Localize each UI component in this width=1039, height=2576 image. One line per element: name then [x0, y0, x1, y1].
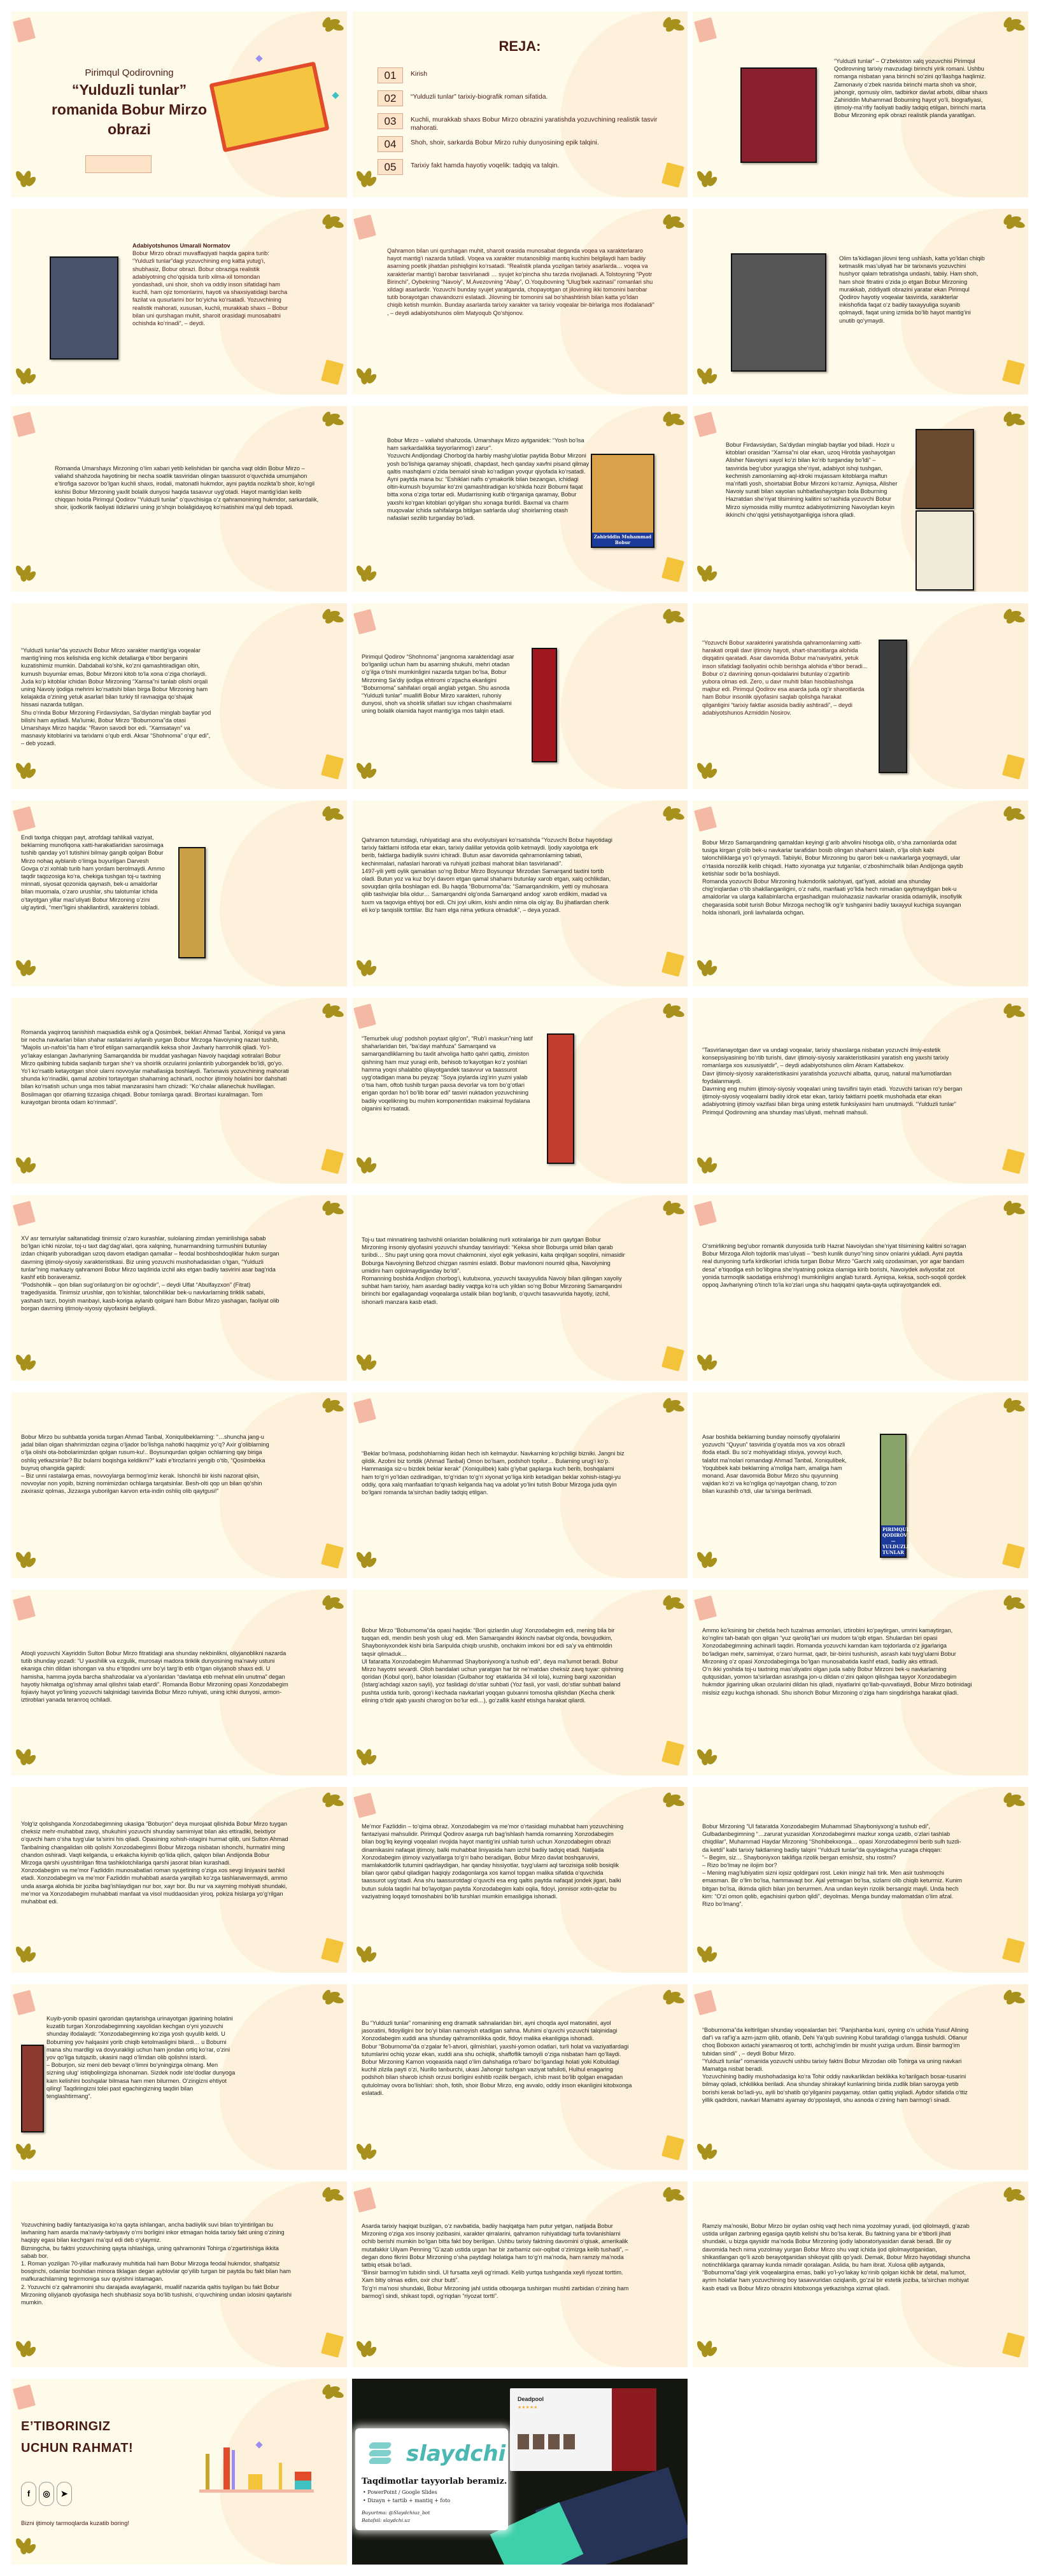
paragraph: 1. Roman yozilgan 70-yillar mafkuraviy muhitida hali ham Bobur Mirzoga feodal hukmdor, shafqatsiz bosqinchi, odamlar boshidan minora tiklagan degan ayblovlar qo‘yilib turgan bir paytda bu fakt bilan ham mafkurachilarning tegirmoniga suv quyishni istamagan.	[21, 2260, 291, 2283]
plan-item-number: 05	[378, 159, 403, 175]
paragraph: Pirimqul Qodirov “Shohnoma” jangnoma xarakteridagi asar bo‘lganligi uchun ham bu asarning shukuhi, mehri otadan o‘g‘ilga o‘tishi mumkinligini nazarda tutgan bo‘lsa, Bobur Mirzoning Sa’diy ijodiga ehtiromi o‘zgacha ekanligini “Boburnoma” sahifalari orqali anglab yetgan. Shu asnoda “Yulduzli tunlar” muallifi Bobur Mirzo xarakteri, ruhoniy dunyosi, shoh va shoirlik sifatlari suv ichgan chashmalarni uning bolalik olamida hayot mantig‘iga mos talqin etadi.	[362, 654, 514, 715]
paragraph: – Rizo bo‘lmay ne ilojim bor?	[702, 1862, 777, 1869]
slide-12	[693, 603, 1028, 789]
paragraph: Yozuvchining badiiy mushohadasiga ko‘ra Tohir oddiy navkarlikdan beklikka ko‘tarilgach bosar-tusarini bilmay qoladi, ichkilikka beriladi. Ana shunday shirakayf kunlarining birida zudlik bilan saroyga yetib borishi kerak bo‘ladi-yu, ayili bo‘shatib qo‘yilganini payqamay, otdan qattiq yiqiladi. Aybdor sifatida o‘ttiz yillik qadrdoni, navkari Mamatni ayamay do‘pposlaydi, shu asnoda o‘zining ham barmog‘i sinadi.	[702, 2073, 968, 2103]
mockup-hero-image	[612, 2388, 656, 2471]
plan-item-number: 02	[378, 90, 403, 106]
bobur-film-still	[21, 2045, 44, 2132]
paragraph: Romanda yozuvchi Bobur Mirzoning hukmdorlik salohiyati, qat’iyati, adolati ana shunday chig‘iriqlardan o‘tib shakllanganligini, o‘z nafsi, manfaati yo‘lida hech nimadan qaytmaydigan bek-u amaldorlar va ularga kallabinlarcha ergashadigan mulohazasiz navkarlar orasida odamiylik, insofiylik chegarasida sobit turish Bobur Mirzoga nechog‘lik og‘ir tushganini badiiy taxayyul kuchiga suyangan holda ishonarli, jonli lavhalarda ochgan.	[702, 878, 963, 916]
slaydchi-logo-icon	[369, 2442, 391, 2465]
slide-1	[11, 11, 347, 197]
paragraph: Shu o‘rinda Bobur Mirzoning Firdavsiydan, Sa’diydan minglab baytlar yod bilishi ham aytiladi. Ma’lumki, Bobur Mirzo “Boburnoma”da otasi Umarshayx Mirzo haqida: “Ravon savodi bor edi. “Xamsatayn” va masnaviy kitoblarini va tarixlarni o‘qub erdi. Aksar “Shohnoma” o‘qur edi”, – deb yozadi.	[21, 709, 211, 747]
slide-body-text	[362, 2019, 632, 2097]
slide-31	[11, 1984, 347, 2170]
book-decoration-icon	[353, 1004, 376, 1029]
paragraph: “Yozuvchi Bobur xarakterini yaratishda qahramonlarning xatti-harakati orqali davr ijtimoiy hayoti, shart-sharoitlarga alohida diqqatini qaratadi. Asar davomida Bobur ma’naviyatini, yetuk inson sifatidagi faoliyatini ochib berishga alohida e’tibor beradi... Bobur o‘z davrining qonun-qoidalarini butunlay o‘zgartirib yubora olmas edi. Zero, u davr muhiti bilan hisoblashishga majbur edi. Pirimqul Qodirov esa asarda juda og‘ir sharoitlarda ham Bobur insonlik qiyofasini saqlab qolishga harakat qilganligini “tarixiy faktlar asosida badiiy ashtiradi”, – deydi adabiyotshunos Azmiddin Nosirov.	[702, 640, 868, 716]
bookshelf-illustration	[199, 2489, 314, 2493]
slide-32	[352, 1984, 688, 2170]
plan-item-number: 03	[378, 113, 403, 129]
paragraph: – Boburjon, siz meni deb bevaqt o‘limni bo‘yningizga olmang. Men sizning ulug‘ istiqbolingizga ishonaman. Sizdek nodir iste’dodlar dunyoga kam kelishini boshqalar bilmasa ham men bilurmen. O‘zingizni ehtiyot qiling! Taqdiringizni tolei past egachingizning taqdiri bilan tenglashtirmang”.	[46, 2062, 236, 2100]
background-shape	[220, 801, 347, 986]
brand-name: slaydchi	[406, 2441, 506, 2467]
book-decoration-icon	[13, 806, 36, 832]
paragraph: “– Begim, siz… Shayboniyxon taklifiga rizolik bergan emishsiz, shu rostmi?	[702, 1854, 896, 1861]
paragraph: Bobur Mirzo bu suhbatda yonida turgan Ahmad Tanbal, Xoniqulibeklarning: “…shuncha jang-u jadal bilan olgan shahrimizdan ozgina o‘ljador bo‘lishga nahotki haqqimiz yo‘q? Axir g‘oliblarning o‘lja olishi ota-bobolarimizdan qolgan rusum-ku!.. Boysunqurdan qolgan ochlarning qay biriga oshliq yetkazsinlar? Biz bularni boqishga keldikmi?” kabi e’tirozlarini yengib o‘tib, “Qosimbekka buyruq ohangida gapirdi:	[21, 1434, 269, 1471]
slide-15	[693, 801, 1028, 986]
slide-21	[693, 1195, 1028, 1381]
bobur-reading-miniature	[547, 1033, 574, 1164]
paragraph: Asarda tarixiy haqiqat buzilgan, o‘z navbatida, badiiy haqiqatga ham putur yetgan, natijada Bobur Mirzoning o‘ziga xos insoniy jozibasini, xarakter qirralarini, qahramon ruhiyatidagi turfa tovlanishlarni ochib berishi mumkin bo‘lgan bitta fakt boy berilgan. Ushbu tarixiy faktning davomini o‘qisak, amerikalik mutafakkir Uilyam Penning “G‘azab ustida urgan har bir zarbamiz oxir-oqibat o‘zimizga kelib tushadi”, – degan dono fikrini Bobur Mirzoning o‘sha paytdagi holatiga ham to‘g‘ri ma’noda, ham ramziy ma’noda tatbiq etsak bo‘ladi.	[362, 2223, 628, 2269]
shelf-book-icon	[295, 2481, 311, 2489]
slide-body-text	[55, 465, 322, 511]
paragraph: Bobur Firdavsiydan, Sa’diydan minglab baytlar yod biladi. Hozir u kitoblari orasidan “Xamsa”ni olar ekan, uzoq Hirotda yashayotgan Alisher Navoiyni xayol ko‘zi bilan ko‘rib turganday bo‘ldi” – tasvirida beg‘ubor yuragiga she’riyat, adabiyot ishqi tushgan, kechmish zamonlarning aql-idroki mujassam kitoblarga maftun ma’rifatli yosh, shoirtabiat Bobur Mirzoni ko‘ramiz. Ayniqsa, Alisher Navoiy surati bilan xayolan suhbatlashayotgan bola Boburning Hazratdan she’riyat tilsimining kalitini so‘rashida yozuvchi Bobur Mirzo siymosida milliy mumtoz adabiyotimizning Navoiydan keyin ikkinchi cho‘qqisi yetishayotganligiga ishora qiladi.	[726, 442, 898, 518]
slide-body-text	[702, 2026, 973, 2104]
title-placeholder-box	[85, 155, 152, 173]
paragraph: Yozuvchining badiiy fantaziyasiga ko‘ra qayta ishlangan, ancha badiiylik suvi bilan to‘yintirilgan bu lavhaning ham asarda ma’naviy-tarbiyaviy o‘rni borligini inkor etmagan holda tarixiy fakt uning o‘zining haqiqiy egasi bilan kechgani ma’qul edi deb o‘ylaymiz.	[21, 2222, 285, 2244]
paragraph: “Boburnoma”da keltirilgan shunday voqealardan biri: “Panjshanba kuni, oyning o‘n uchida Yusuf Alining daf’i va raf’ig‘a azm-jazm qilib, otlanib, Dehi Ya’qub suvining Kobul tarafidagi o‘langga tushuldi. Otlanur choq Boboxon axtachi yaramasroq ot tortti, achchig‘imdin bir musht yuziga urdum. Binsir barmog‘im tubidan sindi” , – deydi Bobur Mirzo.	[702, 2027, 969, 2057]
slide-20	[352, 1195, 688, 1381]
paragraph: Kuyib-yonib opasini qaroridan qaytarishga urinayotgan jigarining holatini kuzatib turgan Xonzodabegimning xayolidan kechgan o‘yni yozuvchi shunday ifodalaydi: “Xonzodabegimning ko‘ziga yosh quyulib keldi. U Boburning yov halqasini yorib chiqib ketolmasligini bilardi… u Boburni mana shu mardligi va dovyurakligi uchun ham jondan ortiq ko‘rar, o‘zini yov qo‘liga tutqazib, ukasini naqd o‘limdan olib qolishni istardi.	[46, 2015, 233, 2061]
paragraph: “Binsir barmog‘im tubidin sindi. Ul fursatta xeyli og‘rimadi. Kelib yurtqa tushganda xeyli riyozat torttim. Xam bitiy olmas edim, oxir chur butti”.	[362, 2269, 623, 2284]
slide-28	[11, 1787, 347, 1973]
thanks-title	[21, 2416, 133, 2459]
slide-25	[11, 1590, 347, 1775]
slide-body-text	[21, 1433, 269, 1495]
thanks-line-1: E’TIBORINGIZ	[21, 2419, 111, 2433]
slide-22	[11, 1392, 347, 1578]
plan-item-text: Kirish	[411, 71, 427, 78]
paragraph: Bobur Mirzo obrazi muvaffaqiyati haqida gapira turib: “Yulduzli tunlar”dagi yozuvchining eng katta yutug‘i, shubhasiz, Bobur obrazi. Bobur obraziga realistik adabiyotning cho‘qqisida turib xilma-xil tomondan yondashadi, uni shoir, shoh va oddiy inson sifatidagi ham kuchli, ham ojiz tomonlarini, hayoti va shaxsiyatidagi barcha fazilat va qusurlarini bor bo‘yicha ko‘rsatadi. Yozuvchining realistik mahorati, xususan, kuchli, murakkab shaxs – Bobur bilan uni qurshagan muhit, sharoit orasidagi munosabatni ochishda ko‘rinadi”, – deydi.	[132, 250, 288, 327]
plan-item	[378, 67, 670, 84]
yulduzli-tunlar-book-cover	[880, 1434, 910, 1558]
plan-item-text: Kuchli, murakkab shaxs Bobur Mirzo obrazini yaratishda yozuvchining realistik tasvir mahorati.	[411, 116, 658, 132]
slide-title: “Yulduzli tunlar” romanida Bobur Mirzo obrazi	[51, 81, 208, 137]
paragraph: Ammo ko‘ksining bir chetida hech tuzalmas armonlari, iztirobini ko‘paytirgan, umrini kamaytirgan, ko‘nglini tah-batah qon qilgan “yuz qaroliq”lari uni mudom ta’qib etgan. Shulardan biri opasi Xonzodabegimning achinarli taqdiri. Romanda yozuvchi kamdan kam tojdorlarda o‘z jigarlariga bo‘ladigan mehr, samimiyat, o‘zaro hurmat, qadr, bir-birini tushunish, asrash kabi tuyg‘ularni Bobur Mirzoning o‘z opasi Xonzodabegimga bo‘lgan munosabatida kashf etadi, badiiy aks ettiradi.	[702, 1627, 956, 1665]
slide-body-text	[387, 437, 591, 522]
slide-14	[352, 801, 688, 986]
mockup-avatar	[563, 2434, 575, 2449]
paragraph: Qahramon bilan uni qurshagan muhit, sharoit orasida munosabat deganda voqea va xarakterlararo hayot mantig‘i nazarda tutiladi. Voqea va xarakter mutanosibligi mantiq kuchini belgilaydi ham badiiy asarning poetik jihatdan pishiqligini ko‘rsatadi. “Realistik planda yozilgan tarixiy asarlarda… voqea va xarakterlar mantig‘i barobar tasvirlanadi … syujet ko‘pincha shu tarzda rivojlanadi. A.Tolstoyning “Pyotr Birinchi”, Oybekning “Navoiy”, M.Avezovning “Abay”, O.Yoqubovning “Ulug‘bek xazinasi” romanlari shu xildagi asarlardir. Yozuvchi bunday syujet yaratganda, chopayotgan ot jilovining ikki tomonini barobar tutib borayotgan chavandozni eslatadi. Jilovning bir tomonini sal bo‘shashtirish bilan katta yo‘ldan chiqib ketish mumkin. Bunday asarlarda tarixiy xarakter va tarixiy voqealar bir-birlariga mos ifodalanadi” , – deydi adabiyotshunos olim Matyoqub Qo‘shjonov.	[387, 248, 654, 316]
paragraph: “Beklar bo‘lmasa, podshohlarning ikidan hech ish kelmaydur. Navkarning ko‘pchiligi bizniki. Jangni biz qildik. Azobni biz tortdik (Ahmad Tanbal) Omon bo‘lsam, podshoh topilur… Bularning urug‘i ko‘p. Hammasiga siz-u bizdek beklar kerak” (Xoniqulibek) kabi g‘iybat gaplarga kuch berib, boshqalarni ham to‘g‘ri yo‘ldan ozdiradigan, to‘g‘ridan to‘g‘ri xiyonat yo‘liga kirib ketadigan beklar xohish-istagi-yu oddiy, qora xalq manfaatlari to‘qnash kelganda haq va adolat yo‘lini tutish Bobur Mirzoga juda qiyin bo‘lgani romanda ta’sirchan badiiy tadqiq etilgan.	[362, 1450, 625, 1496]
paragraph: Yo‘l ko‘rsatib ketayotgan shoir ularni novvoylar mahallasiga boshlaydi. Tarixnavis yozuvchining mahorati shunda ko‘rinadiki, qamal azobini tortayotgan shaharning achinarli, nochor ijtimoiy holatini bor dahshati bilan ko‘rsatish uchun unga mos tabiat manzarasini ham chizadi: “Ko‘chalar allanechuk huvillagan. Bosilmagan qor otlarning tizzasiga chiqadi. Bobur tomlarga qaradi. Birortasi kuralmagan. Tom kurayotgan bironta odam ko‘rinmadi”.	[21, 1068, 289, 1105]
book-decoration-icon	[13, 412, 36, 437]
mockup-avatar	[548, 2434, 560, 2449]
plan-item	[378, 90, 670, 107]
paragraph: Yozuvchi Andijondagi Chorbog‘da harbiy mashg‘ulotlar paytida Bobur Mirzoni yosh bo‘lishiga qaramay shijoatli, chapdast, hech qanday xavfni pisand qilmay qaltis mashqlarni o‘zida bemalol sinab ko‘radigan yovqur qiyofada ko‘rsatadi. Ayni paytda mana bu: “Eshiklari nafis o‘ymakorlik bilan bezangan, ichidagi oltin-kumush buyumlar ko‘zni qamashtiradigan ko‘shkda hozir Boburni faqat bitta xona o‘ziga tortar edi. Mudarrisning kutib o‘tirganiga qaramay, Bobur yaxshi ko‘rgan kitoblari qo‘yilgan shu xonaga burildi. Baxmal va charm muqovalar ichida sahifalarga bitilgan satrlarda ulug‘ shoirlarning otash nafaslari sezilib turganday bo‘ladi.	[387, 452, 590, 522]
background-shape	[220, 2379, 347, 2565]
slide-body-text	[702, 1242, 973, 1289]
paragraph: Qahramon tutumdagi, ruhiyatidagi ana shu evolyutsiyani ko‘rsatishda “Yozuvchi Bobur hayotidagi tarixiy faktlarni istifoda etar ekan, tarixiy dalillar yetovida qolib ketmaydi. Ijodiy xayolotga erk berib, faktlarga badiiylik suvini ichiradi. Butun asar davomida qahramonlarning tabiati, kechinmalari, nafaslari harorati va ruhiyati jozibasi mahorat bilan tasvirlanadi”.	[362, 837, 612, 867]
paragraph: Davrning eng muhim ijtimoiy-siyosiy voqealari uning tavsifini tayin etadi. Yozuvchi tarixan ro‘y bergan ijtimoiy-siyosiy voqealarni badiiy idrok etar ekan, tarixiy faktlarni poetik mushohada etar ekan adabiyotning ijtimoiy vazifasi bilan birga uning estetik funksiyasini ham unutmaydi. “Yulduzli tunlar” Pirimqul Qodirovning ana shunday mas’uliyati, mehnati mahsuli.	[702, 1086, 963, 1116]
slide-3	[693, 11, 1028, 197]
book-decoration-icon	[694, 1201, 717, 1226]
slide-body-text	[362, 2222, 632, 2300]
subtitle: Pirimqul Qodirovning	[85, 67, 174, 78]
shelf-book-icon	[232, 2450, 235, 2489]
slide-33	[693, 1984, 1028, 2170]
bobur-portrait	[591, 454, 654, 548]
book-decoration-icon	[353, 214, 376, 240]
instagram-icon[interactable]: ◎	[39, 2482, 54, 2506]
slide-19	[11, 1195, 347, 1381]
plan-item-number: 04	[378, 136, 403, 152]
paragraph: “Temurbek ulug‘ podshoh poytaxt qilg‘on”, “Rub’i maskun”ning latif shaharlaridan biri, “ba’dayi mahfuza” Samarqand va samarqandliklarning bu taxlit ahvoliga hatto qahri qattiq, zimiston qishning ham muz yuragi erib, behisob to‘kayotgan ko‘z yoshlari hamma yoqni shalabbo qilayotgandek tasavvur va taassurot uyg‘otadigan mana bu peyzaj: “Soya joylarda izg‘irin yuzni yalab o‘tsa ham, oftob tushib turgan paxsa devorlar va tom bo‘g‘otlari erigan qordan ho‘l bo‘lib borar edi” tasviri nuktadon yozuvchining badiiy voqelikning bu muhim komponentidan maksimal foydalana olganini ko‘rsatadi.	[362, 1035, 533, 1112]
paragraph: 1497-yili yetti oylik qamaldan so‘ng Bobur Mirzo Boysunqur Mirzodan Samarqand taxtini tortib oladi. Butun yoz va kuz bo‘yi davom etgan qamal shaharni butunlay xarob etgan, xalq ochlikdan, sovuqdan qirila boshlagan edi. Bu haqda “Boburnoma”da: “Samarqandnikim, yetti oy muhosara qilib tashviqlar bila oldur… Samarqandni olg‘onda Samarqand andog‘ xarob erdikim, madad va tuxm va taqoviga ehtiyoj bor edi. Chi joyi ulkim, kishi andin nima ola olg‘ay. Bu jihatlardan cherik eli ko‘p tanqislik tortti‌lar. Biz ham elga nima yetkura olmaduk”, – deya yozadi.	[362, 867, 611, 913]
paragraph: Bobur Mirzo “Boburnoma”da opasi haqida: “Bori qizlardin ulug‘ Xonzodabegim edi, mening bila bir tuqqan edi, mendin besh yosh ulug‘ edi. Men Samarqandni ikkinchi navbat olg‘onda, bovujudkim, Shayboniyxondek kishi birla Saripulda chiqib urushib, onchakim imkoni bor edi sa’y va ehtimoldin taqsir qilmaduk…	[362, 1627, 615, 1657]
background-shape	[560, 603, 688, 789]
slide-body-text	[702, 1433, 847, 1495]
shelf-book-icon	[279, 2463, 282, 2489]
thanks-subtitle: Bizni ijtimoiy tarmoqlarda kuzatib boring!	[21, 2520, 130, 2527]
slide-body-text	[702, 839, 966, 916]
slide-30	[693, 1787, 1028, 1973]
slide-9	[693, 406, 1028, 592]
paragraph: “Yulduzli tunlar”da yozuvchi Bobur Mirzo xarakter mantig‘iga voqealar mantig‘ining mos kelishida eng kichik detallarga e’tibor berganini kuzatishimiz mumkin. Dabdabali ko‘shk, ko‘zni qamashtiradigan oltin, kumush buyumlar emas, Bobur Mirzoni kitob to‘la xona o‘ziga chorlaydi. Juda ko‘p kitoblar ichidan Bobur Mirzoning “Xamsa”ni tanlab olishi orqali uning Navoiy ijodiga mehrini ko‘rsatishi bilan birga Bobur Mirzoning ham kelajakda o‘zining yetuk asarlari bilan turkiy til ravnaqiga qo‘shajak hissasi nazarda tutilgan.	[21, 647, 208, 708]
slide-body-text	[702, 1627, 973, 1697]
book-decoration-icon	[353, 2187, 376, 2213]
paragraph: “Podshohlik – qon bilan sug‘orilaturg‘on bir og‘ochdir”, – deydi Ulfat “Abulfayzxon” (Fitrat) tragediyasida. Tinimsiz urushlar, qon to‘kishlar, talonchiliklar bek-u navkarlarning tiriklik sababi, yashash tarzi, boyish manbayi, kasb-koriga aylanib qolgani ham Bobur Mirzo yashagan, faoliyat olib borgan davrning ijtimoiy-siyosiy qiyofasini belgilaydi.	[21, 1282, 279, 1312]
slide-body-text	[132, 242, 292, 327]
slide-11	[352, 603, 688, 789]
paragraph: “Yulduzli tunlar” romanida yozuvchi ushbu tarixiy faktni Bobur Mirzodan olib Tohirga va uning navkari Mamatga nisbat beradi.	[702, 2057, 962, 2073]
facebook-icon[interactable]: f	[21, 2482, 36, 2506]
slide-body-text	[839, 255, 986, 325]
book-decoration-icon	[694, 1990, 717, 2015]
slide-body-text	[21, 834, 166, 911]
paragraph: O‘smirlikning beg‘ubor romantik dunyosida turib Hazrat Navoiydan she’riyat tilsimining kalitini so‘ragan Bobur Mirzoga Alloh tojdorlik mas’uliyati – “besh kunlik dunyo”ning sinov onlarini yukladi. Ayni paytda real dunyoning turfa kirdikorlari ichida turgan Bobur Mirzo “Garchi xalq ozodasiman, yor agar bandam desa” e’tiqodiga esh bo‘libgina she’riyatning pokiza olamiga kirib borishi, Navoiydek avliyosifat zot yonida turmoqlik saodatiga erishmog‘i mumkinligini anglab turardi. Ayniqsa, keksa, soch-soqoli qordek oppoq Javhariyning o‘tinch to‘la ko‘zlari unga shu haqiqatni qayta-qayta uqtirayotgandek edi.	[702, 1243, 966, 1289]
slide-23	[352, 1392, 688, 1578]
paragraph: Romanda Umarshayx Mirzoning o‘lim xabari yetib kelishidan bir qancha vaqt oldin Bobur Mirzo – valiahd shahzoda hayotining bir necha soatlik tasviridan olingan taassurot o‘quvchida umumjahon e’tirofiga sazovor bo‘lgan kuchli shaxs, irodali, matonatli hukmdor, ayni paytda nozikta’b shoir, ko‘ngil kishisi Bobur Mirzoning yaxlit bolalik dunyosi haqida tasavvur uyg‘otadi. Hayot mantig‘idan kelib chiqqan holda Pirimqul Qodirov “Yulduzli tunlar” o‘quvchisiga o‘z qahramonining hukmdor, sarkardalik, shoir, ijodkorlik faoliyati ildizlarini uning jo‘shqin bolaligidayoq ko‘rsatishini ma’qul deb topadi.	[55, 465, 319, 511]
order-line[interactable]: Buyurtma: @Slaydchiuz_bot	[362, 2510, 430, 2516]
slide-body-text	[362, 1236, 626, 1306]
plan-item	[378, 159, 670, 176]
slide-body-text	[834, 57, 1000, 120]
pirimqul-qodirov-photo	[731, 253, 826, 372]
paragraph: Bobur Mirzoning “Ul fataratda Xonzodabegim Muhammad Shayboniyxong‘a tushub edi”, Gulbadanbegimning “…zarurat yuzasidan Xonzodabegimni mazkur xonga uzatib, o‘zlari tashlab chiqdilar”, Muhammad Haydar Mirzoning “Shohibekxonga… opasi Xonzodabegimni berib sulh tuzdi-da ketdi” kabi tarixiy faktlarning badiiy talqini “Yulduzli tunlar”da quyidagicha yuzaga chiqqan:	[702, 1823, 961, 1853]
paragraph: O‘n ikki yoshida toj-u taxtning mas’uliyatini olgan juda sabiy Bobur Mirzoni bek-u navkarlarning qutqusidan, yomon ta’sirlardan asrashga jon-u dildan o‘zini qalqon qilishgaa tayyor Xonzodabegim hukmdor jigarining ulkan orzularini dildan his qiladi, niyatlarini qo‘llab-quvvatlaydi, Bobur Mirzo botinidagi mislsiz ezgu kuchga ishonadi. Shu ishonch Bobur Mirzoning o‘ziga ham singdirishga harakat qiladi.	[702, 1666, 972, 1696]
book-decoration-icon	[353, 1793, 376, 1818]
paragraph: Asar boshida beklarning bunday noinsofiy qiyofalarini yozuvchi “Quyun” tasvirida g‘oyatda mos va xos obrazli ifoda etadi. Bu so‘z mohiyatidagi stixiya, yovvoyi kuch, talafot ma’nolari romandagi Ahmad Tanbal, Xoniqulibek, Yoqubbek kabi beklarning a’moliga ham, amaliga ham monand. Asar davomida Bobur Mirzo shu quyunning vajidan ko‘zi va ko‘ngliga qo‘nayotgan chang, to‘zon bilan kurashib o‘tdi, ular ta’siriga berilmadi.	[702, 1434, 847, 1495]
book-decoration-icon	[694, 412, 717, 437]
shohnoma-book-cover	[532, 648, 557, 762]
slide-5	[352, 209, 688, 395]
thanks-line-2: UCHUN RAHMAT!	[21, 2441, 134, 2455]
slide-body-text	[362, 653, 518, 715]
paragraph: Bobur “Boburnoma”da o‘zgalar fe’l-atvori, qilmishlari, yaxshi-yomon odatlari, turli holat va vaziyatlardagi tutumlarini ochiq yozar ekan, xuddi ana shu ochiqlik, shaffoflik tamoyili o‘ziga nisbatan ham qo‘llaydi. Bobur Mirzoning Kamon voqeasida naqd o‘lim dahshatiga ro‘baro‘ bo‘lgandagi holati yoki Kobuldagi kuchli zilzila payti o‘zi, Nurillo tanburchi, ukasi Jahongir tushgan vaziyat tafsiloti, Hulhul enagaring podshoh bilan sharob ichish orzusi borligini eshitib rozilik bergach, ichib mast bo‘lib qolgan enagadan qutulolmay ovora bo‘lishlari: shoh, fotih, shoir Bobur Mirzo, eng avvalo, oddiy inson ekanligini kitobxonga eslatadi.	[362, 2043, 632, 2096]
paragraph: Me’mor Fazliddin – to‘qima obraz. Xonzodabegim va me’mor o‘rtasidagi muhabbat ham yozuvchining fantaziyasi mahsulidir. Pirimqul Qodirov asarga ruh bag‘ishlash hamda romanning Xonzodabegim bilan bog‘liq keyingi voqealari rivojida hayot mantig‘ini ushlab turish uchun Xonzodabegim obrazi dinamikasini nafaqat ijtimoiy, balki muhabbat liniyasida ham izchil badiiy tadqiq etadi. Natijada Xonzodabegim ijtimoiy vaziyatlarga to‘g‘ri baho beradigan, Bobur Mirzo davlat boshqaruvini, mamlakatdorlik tutumini qadrlaydigan, har qanday hissiyotlar, tuyg‘ularni aql tarozisiga solib bosiqlik bilan qaror qabul qiladigan haqiqiy zodagonlarga xos kamol topgan malika sifatida o‘quvchida taassurot uyg‘otadi. Ana shu taassurotdagi o‘quvchi esa eng qaltis paytda nafaqat jondek jigari, balki butun sulola taqdiri hal bo‘layotgan paytda Xonzodabegim kabi oqila, fidoyi, jonnisor xotin-qizlar bu vaziyatning loqayd tomoshabini bo‘lib turshlari mumkin emasligiga ishonadi.	[362, 1823, 624, 1900]
slide-34	[11, 2181, 347, 2367]
promo-headline: Taqdimotlar tayyorlab beramiz.	[362, 2477, 507, 2486]
slide-body-text	[726, 441, 898, 519]
slide-image-secondary	[915, 510, 974, 591]
paragraph: Toj-u taxt minnatining tashvishli onlaridan bolalikning nurli xotiralariga bir zum qaytgan Bobur Mirzoning insoniy qiyofasini yozuvchi shunday tasvirlaydi: “Keksa shoir Boburga umid bilan qarab turibdi… Shu payt uning qora movut chakmonini, xiyol egik yelkasini, kalta qirqilgan soqolini, nimasidir Boburga Navoiyning Behzod chizgan rasmini eslatdi. Bobur mavlononi noumid qilsa, Navoiyning umidini ham oqlolmaydiganday bo‘ldi”.	[362, 1236, 625, 1274]
boburnoma-book-cover	[740, 67, 817, 163]
plan-item-text: Shoh, shoir, sarkarda Bobur Mirzo ruhiy dunyosining epik talqini.	[411, 139, 599, 146]
slide-body-text	[362, 836, 613, 914]
slide-body-text	[362, 1627, 626, 1704]
slide-4	[11, 209, 347, 395]
paragraph: To‘g‘ri ma’nosi shundaki, Bobur Mirzoning jahl ustida otboqarga tushirgan mushti zarbidan o‘zining ham barmog‘i sindi, shikast topdi, og‘riqdan “riyozat tortti”.	[362, 2285, 629, 2299]
paragraph: “Yulduzli tunlar” – O‘zbekiston xalq yozuvchisi Pirimqul Qodirovning tarixiy mavzudagi birinchi yirik romani. Ushbu romanga nisbatan yana birinchi so‘zini qo‘llashga haqlimiz. Zamonaviy o‘zbek nasrida birinchi marta shoh va shoir, jahongir, qomusiy olim, tadbirkor davlat arbobi, dilbar shaxs Zahiriddin Muhammad Boburning hayot yo‘li, biografiyasi, ijtimoiy-ma’rifiy faoliyati badiiy tadqiq etilgan, birinchi marta Bobur Mirzoning epik obrazi realistik planda yaratilgan.	[834, 58, 988, 119]
paragraph: Davr ijtimoiy-siyosiy xarakteristikasini yaratishda yozuvchi albatta, quruq, natural ma’lumotlardan foydalanmaydi.	[702, 1070, 952, 1084]
plan-item	[378, 113, 670, 130]
slide-7	[11, 406, 347, 592]
slide-10	[11, 603, 347, 789]
shelf-book-icon	[223, 2447, 230, 2489]
book-decoration-icon	[13, 17, 36, 43]
slide-16	[11, 998, 347, 1184]
promo-bullet: • Dizayn + tartib + mantiq + foto	[363, 2498, 451, 2503]
slide-body-text	[702, 2222, 973, 2292]
paragraph: 2. Yozuvchi o‘z qahramonini shu darajada avaylaganki, muallif nazarida qaltis tuyilgan bu fakt Bobur Mirzoning oliyjanob qiyofasiga hech shubhasiz soya bo‘lib tushishi, o‘quvchining undan ixlosini qaytarishi mumkin.	[21, 2283, 292, 2306]
mockup-avatar	[518, 2434, 529, 2449]
slide-body-text	[21, 2221, 292, 2306]
promo-bullet-text: PowerPoint / Google Slides	[367, 2489, 437, 2495]
slide-body-text	[387, 247, 654, 317]
firdavsiy-and-sadiy-portraits	[915, 429, 974, 509]
paragraph: Bobur Mirzo – valiahd shahzoda. Umarshayx Mirzo aytganidek: “Yosh bo‘lsa ham sarkardalikka tayyorlanmog‘i zarur”.	[387, 437, 584, 452]
background-shape	[220, 1984, 347, 2170]
slide-body-text	[21, 1028, 292, 1106]
slide-36	[693, 2181, 1028, 2367]
azimdin-nosirov-photo	[879, 640, 907, 773]
paragraph: Olim ta’kidlagan jilovni teng ushlash, katta yo‘ldan chiqib ketmaslik mas’uliyati har bir tarixnavis yozuvchini hushyor qalam tebratishga undashi, tabiiy. Ham shoh, ham shoir fitratini o‘zida jo etgan Bobur Mirzoning murakkab, ziddiyatli obrazini yaratar ekan Pirimqul Qodirov hayotiy voqealar tasvirida, xarakterlar inkishofida faqat o‘z badiiy taxayyuliga suyanib qolmaydi, faqat uning izmida bo‘lib hayot mantig‘ini unutib qo‘ymaydi.	[839, 255, 985, 324]
slide-body-text	[702, 1823, 966, 1908]
slide-body-text	[21, 1820, 292, 1905]
plan-item	[378, 136, 670, 153]
slide-13	[11, 801, 347, 986]
paragraph: Bobur Mirzo Samarqandning qamaldan keyingi g‘arib ahvolini hisobga olib, o‘sha zamonlarda odat tusiga kirgan g‘olib bek-u navkarlar tarafidan bosib olingan shaharni talash, o‘lja olish kabi talonchiliklarga yo‘l qo‘ymaydi. Tabiiyki, Bobur Mirzoning bu qarori bek-u navkarlarga yoqmaydi, ular o‘rtasida norozilik kelib chiqadi. Hatto xiyonatga yuz tutganlar, o‘zboshimchalik bilan Andijonga qaytib ketishlar sodir bo‘la boshlaydi.	[702, 839, 963, 877]
slide-body-text	[702, 639, 868, 717]
slide-24	[693, 1392, 1028, 1578]
book-decoration-icon	[694, 17, 717, 43]
slide-17	[352, 998, 688, 1184]
slide-27	[693, 1590, 1028, 1775]
promo-bullet: • PowerPoint / Google Slides	[363, 2489, 437, 2495]
slide-8	[352, 406, 688, 592]
slide-body-text	[46, 2015, 237, 2100]
telegram-icon[interactable]: ➤	[57, 2482, 72, 2506]
slide-38	[352, 2379, 688, 2565]
bobur-writing-miniature	[178, 847, 206, 958]
promo-bullet-text: Dizayn + tartib + mantiq + foto	[367, 2498, 451, 2503]
shelf-book-icon	[248, 2474, 262, 2489]
author-heading: Adabiyotshunos Umarali Normatov	[132, 242, 230, 249]
umarali-normatov-photo	[50, 256, 118, 360]
paragraph: Endi taxtga chiqqan payt, atrofdagi tahlikali vaziyat, beklarning munofiqona xatti-harakatlaridan sarosimaga tushib qanday yo‘l tutishini bilmay gangib qolgan Bobur Mirzo nohaq ayblanib o‘limga buyurilgan Darvesh Govga o‘zi xohlab turib ham yordam berolmaydi. Ammo taqdir taqozosiga ko‘ra, chekiga tushgan toj-u taxtning minnati, siyosat qozonida qaynash, bek-u amaldorlar bilan muomala, o‘zaro urushlar, shu talotumlar ichida o‘tayotgan yillar mas’uliyati Bobur Mirzoning o‘zini ulg‘aytirdi, “men”ligini shakllantirdi, xarakterini tobladi.	[21, 834, 165, 911]
paragraph: Ramziy ma’nosiki, Bobur Mirzo bir oydan oshiq vaqt hech nima yozolmay yuradi, ijod qilolmaydi, g‘azab ustida urilgan zarbning egasiga qaytib kelishi shu bo‘lsa kerak. Bu faktning yana bir e’tiborli jihati shundaki, u bizga qaysidir ma’noda Bobur Mirzoning ijodiy laboratoriyasidan darak beradi. Bir oy davomida hech nima yozolmay yurgan Bobur Mirzo shu vaqt ichida ijod qilolmayotganidan, shikastlangan qo‘li azob berayotganidan shikoyat qilib qo‘yadi. Demak, Bobur Mirzo hayotidagi shuncha notinchliklarga qaramay kunda nimadir qoralagan. Aslida, bu ham ibrat. Xulosa qilib aytganda, “Boburnoma”dagi yirik voqealargina emas, balki yo‘l-yo‘lakay ko‘rinib qolgan kichik bir detal, ma’lumot, ayrim holatlar ham yozuvchining boy tasavvuridan oziqlanib, go‘zal bir estetik joziba, ta’sirchan mohiyat kasb etadi va Bobur Mirzo obrazini kitobxonga yetkazishga xizmat qiladi.	[702, 2223, 970, 2292]
paragraph: Ul fataratta Xonzodabegim Muhammad Shayboniyxong‘a tushub edi”, deya ma’lumot beradi. Bobur Mirzo hayotni sevardi. Olloh bandalari uchun yaratgan har bir ne’matdan cheksiz zavq tuyar: qishning qoridan (Kobul qori), bahor lolasidan (Gulbahor tog‘ etaklarida 34 xil lola), kuzning bargi xazonidan (Istarg‘achdagi xazon sayli), yoz faslidagi do‘stlar suhbati (Yoz fasli, yor vasli, do‘stlar suhbati baland pushta ustida turib, qorong‘i kechada navkarlari yoqqan gulxanni tomosha qilishdan (Kecha cherik elining o‘tidir ajab yaxshi charog‘on bo‘lur edi…), go‘zallik kashf etishga harakat qilardi.	[362, 1658, 624, 1704]
paragraph: Atoqli yozuvchi Xayriddin Sulton Bobur Mirzo fitratidagi ana shunday nekbinlikni, oliyjanoblikni nazarda tutib shunday yozadi: “U yaxshilik va ezgulik, murosayi madora tiriklik dunyosining ma’naviy ustuni ekaniga chin dildan ishongan va shu e’tiqodini umr bo‘yi targ‘ib etib o‘tgan oliyjanob shaxs edi. U hamisha, hamma joyda barcha shahzodalar va a’yonlaridan “davlatqa etib mehnat elin unutma” degan hayotiy hikmatga og‘ishmay amal qilishni talab etardi”. Romanda Bobur Mirzoning opasi Xonzodabegim fojiaviy hayot yo‘lining yozuvchi talqinidagi tasvirida Bobur Mirzo ruhiyati, uning ichki dunyosi, armon-iztiroblari yanada teranroq ochiladi.	[21, 1650, 288, 1704]
slide-body-text	[21, 1235, 282, 1312]
slide-body-text	[362, 1823, 626, 1900]
mockup-avatar	[533, 2434, 544, 2449]
image-caption: PIRIMQUL QODIROV — YULDUZLI TUNLAR	[882, 1527, 910, 1555]
slide-18	[693, 998, 1028, 1184]
promo-card	[355, 2428, 508, 2530]
mockup-stars: ★★★★★	[518, 2405, 538, 2410]
image-caption: Zahiriddin Muhammad Bobur	[592, 533, 653, 547]
paragraph: Yolg‘iz qolishganda Xonzodabegimning ukasiga “Boburjon” deya murojaat qilishida Bobur Mirzo tuygan cheksiz mehr-muhabbat zavqi, shukuhini yozuvchi shunday samimiyat bilan aks ettiradiki, beixtiyor o‘quvchi ham o‘sha tuyg‘ular ta’sirini his qiladi. Opasining xohish-istagini hurmat qilib, uni Sulton Ahmad Tanbalning changalidan olib qolishi Xonzodabegimni Bobur Mirzoga nisbatan ishonchi, hurmatini ming chandon oshiradi. Vaqti kelganda, u erkakcha kiyinib qo‘lida qilich, qalqon bilan Andijonda Bobur Mirzoga qarshi uyushtirilgan fitna tashkilotchilariga qarshi jasorat bilan kurashadi.	[21, 1821, 288, 1866]
mockup-deadpool-card	[510, 2388, 656, 2471]
slide-body-text	[21, 1649, 288, 1704]
paragraph: XV asr temuriylar saltanatidagi tinimsiz o‘zaro kurashlar, sulolaning zimdan yemirilishiga sabab bo‘lgan ichki nizolar, toj-u taxt dag‘dag‘alari, qora xalqning, hunarmandning turmushini butunlay izdan chiqarib yuboradigan uzoq davom etadigan qamallar – feodal boshboshdoqliklar hukm surgan davrning ijtimoiy-siyosiy xarakteristikasi. Biz uning yozuvchi mushohadasidan o‘tgan, “Yulduzli tunlar”ning markaziy qahramoni Bobur Mirzo taqdirida izchil aks etgan badiiy tasvirini asar bag‘rida kashf etib boraveramiz.	[21, 1235, 279, 1281]
slide-37	[11, 2379, 347, 2565]
slide-35	[352, 2181, 688, 2367]
book-decoration-icon	[694, 806, 717, 832]
book-decoration-icon	[13, 1990, 36, 2015]
slide-2	[352, 11, 688, 197]
slide-6	[693, 209, 1028, 395]
paragraph: Romanda yaqinroq tanishish maqsadida eshik og‘a Qosimbek, beklari Ahmad Tanbal, Xoniqul va yana bir necha navkarlari bilan shahar rastalarini aylanib yurgan Bobur Mirzoga Navoiyning nazari tushib, “Majolis un-nafois”da ham e’tirof etilgan samarqandlik keksa shoir Javhariy hamrohlik qiladi. Yo‘l-yo‘lakay eslangan Javhariyning Samarqandda bir muddat yashagan Navoiy haqidagi xotiralari Bobur Mirzo qalbining tubida saqlanib turgan she’r va shoirlik orzularini jonlantirib yuborgandek bo‘ldi, go‘yo.	[21, 1029, 286, 1067]
slide-body-text	[362, 1450, 626, 1496]
paragraph: – Biz unni rastalarga emas, novvoylarga bermog‘imiz kerak. Ishonchli bir kishi nazorat qilsin, novvoylar non yopib, bizning nomimizdan ochlarga tarqatsinlar. Besh-olti qop un bilan qo‘shin zaxirasiz qolmas, Jizzaxga yuborilgan karvon erta-indin oshliq olib qaytgusi!”	[21, 1473, 262, 1495]
slide-26	[352, 1590, 688, 1775]
info-link[interactable]: Batafsil: slaydchi.uz	[362, 2517, 411, 2523]
paragraph: – Mening mag‘lubiyatim sizni iojsiz qoldirgani rost. Lekin iningiz hali tirik. Men asir tushmoqchi emasman. Bir o‘lim bo‘lsa, hammavaqt bor. Ajal yetmagan bo‘lsa, sizlarni olib chiqib keturmiz. Kunim bitgan bo‘lsa, ilkimda qilich bilan jon berurmen. Ana undan keyin rizolik bersangiz mayli. Unda hech kim: “O‘zi omon qolib, egachisini qurbon qildi”, deyolmas. Menga bunday malomatdan o‘lim afzal. Rizo bo‘lmang”.	[702, 1870, 962, 1908]
paragraph: Bu “Yulduzli tunlar” romanining eng dramatik sahnalaridan biri, ayni choqda ayol matonatini, ayol jasoratini, fidoyiligini bor bo‘yi bilan namoyish etadigan sahna. Muhimi o‘quvchi yozuvchi talqinidagi Xonzodabegim xuddi ana shunday qahramonlikka qodir, fidoyi malika ekanligiga ishonadi.	[362, 2020, 618, 2042]
slide-body-text	[362, 1035, 540, 1112]
book-decoration-icon	[353, 609, 376, 634]
slide-29	[352, 1787, 688, 1973]
paragraph: Romanning boshida Andijon chorbog‘i, kutubxona, yozuvchi taxayyulida Navoiy bilan qilingan xayoliy suhbat ham tarixiy, ham asardagi badiiy vaqtga ko‘ra uch yildan so‘ng Bobur Mirzoning Samarqandni birinchi bor egallagandagi voqealarga ustalik bilan bog‘lanib, o‘quvchi tasavvurida hayotiy, izchil, ishonarli manzara kasb etadi.	[362, 1275, 622, 1305]
book-decoration-icon	[13, 1595, 36, 1621]
plan-item-text: Tarixiy fakt hamda hayotiy voqelik: tadqiq va talqin.	[411, 162, 560, 169]
paragraph: Xonzodabegim va me’mor Fazliddin munosabatlari roman syujetining o‘ziga xos sevgi liniyasini tashkil etadi. Xonzodabegim va me’mor Fazliddin muhabbati asarda yarqillab ko‘zga tashlanavermaydi, ammo unda asarga alohida bir joziba bag‘ishlaydigan nur bor, xayr bor. Bu nur va xayrning mohiyati shundaki, me’mor va Xonzodabegim muhabbati manfaat va visol muddaosidan yiroq, pokiza hislarga yo‘g‘rilgan muhabbat edi.	[21, 1867, 288, 1905]
book-decoration-icon	[13, 2384, 36, 2410]
paragraph: Bizningcha, bu faktni yozuvchining qayta ishlashiga, uning qahramonini Tohirga o‘zgartirishiga ikkita sabab bor.	[21, 2244, 279, 2259]
shelf-book-icon	[206, 2454, 209, 2489]
plan-heading: REJA:	[498, 38, 541, 54]
background-shape	[560, 998, 688, 1184]
book-decoration-icon	[694, 1595, 717, 1621]
book-decoration-icon	[13, 1201, 36, 1226]
paragraph: “Tasvirlanayotgan davr va undagi voqealar, tarixiy shaxslarga nisbatan yozuvchi ilmiy-estetik konsepsiyasining bo‘rtib turishi, davr ijtimoiy-siyosiy xarakteristikasini yaratish eng yaxshi tarixiy romanlarga xos xususiyatdir”, – deydi adabiyotshunos olim Akram Kattabekov.	[702, 1047, 949, 1069]
book-decoration-icon	[353, 1398, 376, 1424]
mockup-title: Deadpool	[518, 2396, 544, 2402]
plan-item-number: 01	[378, 67, 403, 83]
slide-body-text	[21, 647, 212, 748]
plan-item-text: “Yulduzli tunlar” tarixiy-biografik roman sifatida.	[411, 94, 548, 101]
slide-body-text	[702, 1046, 963, 1116]
